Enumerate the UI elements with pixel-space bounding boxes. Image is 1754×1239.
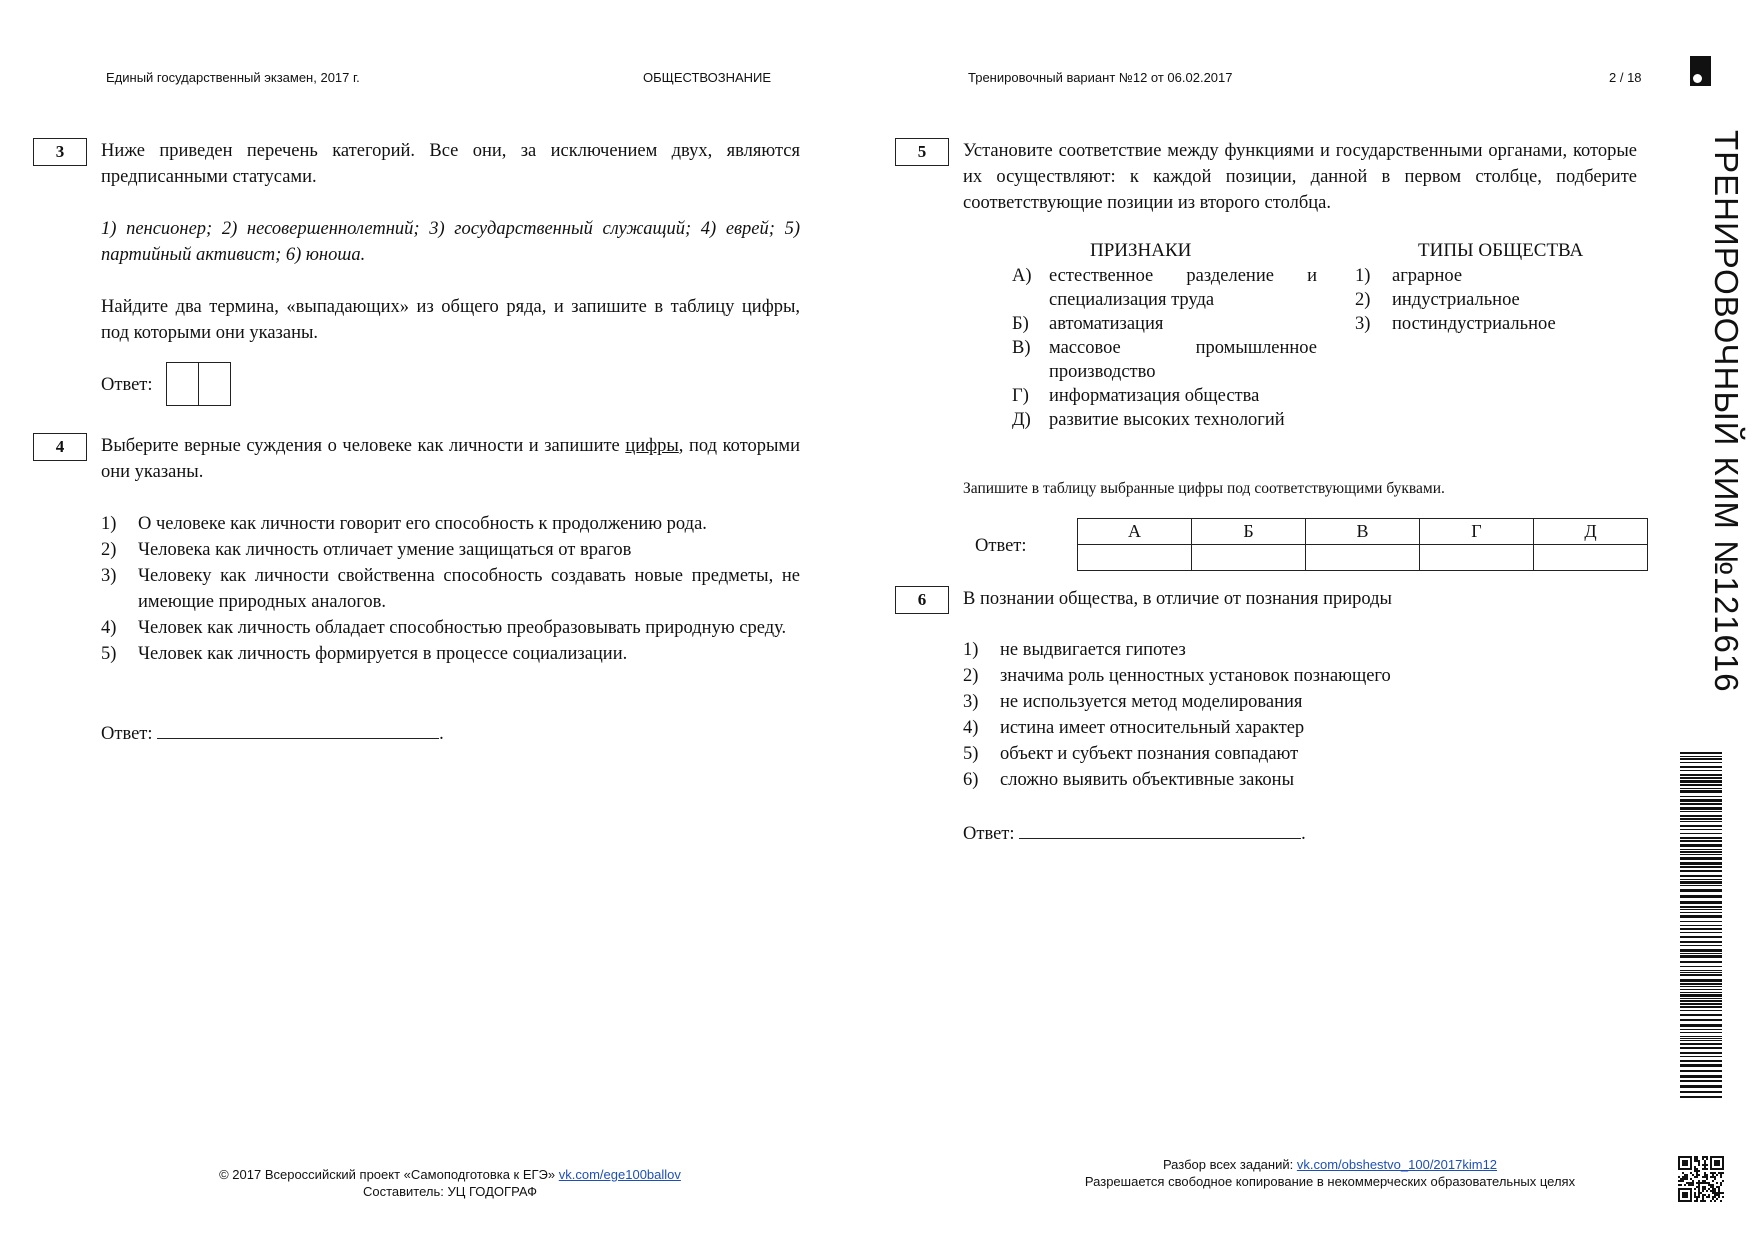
q4-text: Выберите верные суждения о человеке как личности и запишите цифры, под которыми они указаны. (101, 436, 800, 482)
q3-text: Ниже приведен перечень категорий. Все они, за исключением двух, являются предписанными статусами. (101, 141, 800, 187)
side-label: ТРЕНИРОВОЧНЫЙ КИМ №121616 (1708, 130, 1745, 693)
qr-code (1678, 1156, 1724, 1202)
footer-link-project[interactable]: vk.com/ege100ballov (558, 1167, 681, 1182)
barcode (1680, 752, 1722, 1100)
question-number-5: 5 (895, 138, 949, 166)
list-item: Г) информатизация общества (1012, 386, 1260, 406)
col-header: А (1078, 519, 1192, 545)
col-header: Г (1420, 519, 1534, 545)
answer-cell[interactable] (1306, 545, 1420, 571)
col-header: Б (1192, 519, 1306, 545)
q3-instruction: Найдите два термина, «выпадающих» из общего ряда, и запишите в таблицу цифры, под которыми они указаны. (101, 297, 800, 343)
q3-answer-label: Ответ: (101, 375, 153, 395)
footer-left: © 2017 Всероссийский проект «Самоподготовка к ЕГЭ» vk.com/ege100ballov Составитель: УЦ ГОДОГРАФ (219, 1167, 681, 1199)
q5-answer-label: Ответ: (975, 536, 1027, 556)
list-item: 2) индустриальное (1355, 290, 1520, 310)
list-item: 3) постиндустриальное (1355, 314, 1556, 334)
header-variant: Тренировочный вариант №12 от 06.02.2017 (968, 70, 1233, 85)
q5-right-header: ТИПЫ ОБЩЕСТВА (1418, 240, 1584, 261)
answer-cell[interactable] (1420, 545, 1534, 571)
q4-underlined-word: цифры (625, 436, 679, 456)
answer-line[interactable] (157, 720, 439, 739)
col-header: В (1306, 519, 1420, 545)
page-number: 2 / 18 (1609, 70, 1642, 85)
q5-text: Установите соответствие между функциями и государственными органами, которые их осуществляют: к каждой позиции, данной в первом столбце, подберите соответствующие позиции из второго столбца. (963, 141, 1637, 213)
list-item: Д) развитие высоких технологий (1012, 410, 1285, 430)
q4-answer[interactable]: Ответ: . (101, 720, 444, 747)
corner-marker (1690, 56, 1711, 86)
list-item: 5) Человек как личность формируется в процессе социализации. (101, 644, 628, 664)
q5-features (1012, 264, 1317, 432)
list-item: 3) не используется метод моделирования (963, 692, 1303, 712)
q6-options (963, 637, 1637, 793)
list-item: 3) Человеку как личности свойственна способность создавать новые предметы, не имеющие природных аналогов. (101, 566, 800, 612)
list-item: Б) автоматизация (1012, 314, 1164, 334)
header-subject: ОБЩЕСТВОЗНАНИЕ (643, 70, 772, 85)
q6-answer[interactable]: Ответ: . (963, 820, 1306, 847)
q6-text: В познании общества, в отличие от познания природы (963, 589, 1392, 609)
q5-left-header: ПРИЗНАКИ (1090, 240, 1192, 261)
q5-instruction: Запишите в таблицу выбранные цифры под соответствующими буквами. (963, 480, 1445, 497)
q3-list: 1) пенсионер; 2) несовершеннолетний; 3) государственный служащий; 4) еврей; 5) партийный активист; 6) юноша. (101, 219, 800, 265)
answer-cell[interactable] (1534, 545, 1648, 571)
question-number-3: 3 (33, 138, 87, 166)
q4-options (101, 511, 800, 667)
answer-line[interactable] (1019, 820, 1301, 839)
q5-society-types (1355, 264, 1615, 336)
list-item: 4) истина имеет относительный характер (963, 718, 1305, 738)
col-header: Д (1534, 519, 1648, 545)
list-item: А) естественное разделение и специализация труда (1012, 266, 1317, 310)
q5-answer-table (1077, 518, 1648, 571)
q3-answer-cells[interactable] (166, 362, 231, 406)
footer-right: Разбор всех заданий: vk.com/obshestvo_100/2017kim12 Разрешается свободное копирование в некоммерческих образовательных целях (1084, 1157, 1576, 1189)
footer-link-solutions[interactable]: vk.com/obshestvo_100/2017kim12 (1296, 1157, 1498, 1172)
list-item: 1) аграрное (1355, 266, 1463, 286)
list-item: 4) Человек как личность обладает способностью преобразовывать природную среду. (101, 618, 787, 638)
answer-cell[interactable] (198, 363, 230, 405)
list-item: В) массовое промышленное производство (1012, 338, 1317, 382)
question-number-6: 6 (895, 586, 949, 614)
header-exam-title: Единый государственный экзамен, 2017 г. (106, 70, 360, 85)
list-item: 1) не выдвигается гипотез (963, 640, 1186, 660)
list-item: 2) Человека как личность отличает умение защищаться от врагов (101, 540, 632, 560)
list-item: 6) сложно выявить объективные законы (963, 770, 1295, 790)
list-item: 1) О человеке как личности говорит его способность к продолжению рода. (101, 514, 707, 534)
answer-cell[interactable] (1192, 545, 1306, 571)
list-item: 5) объект и субъект познания совпадают (963, 744, 1299, 764)
list-item: 2) значима роль ценностных установок познающего (963, 666, 1391, 686)
question-number-4: 4 (33, 433, 87, 461)
answer-cell[interactable] (1078, 545, 1192, 571)
answer-cell[interactable] (167, 363, 198, 405)
